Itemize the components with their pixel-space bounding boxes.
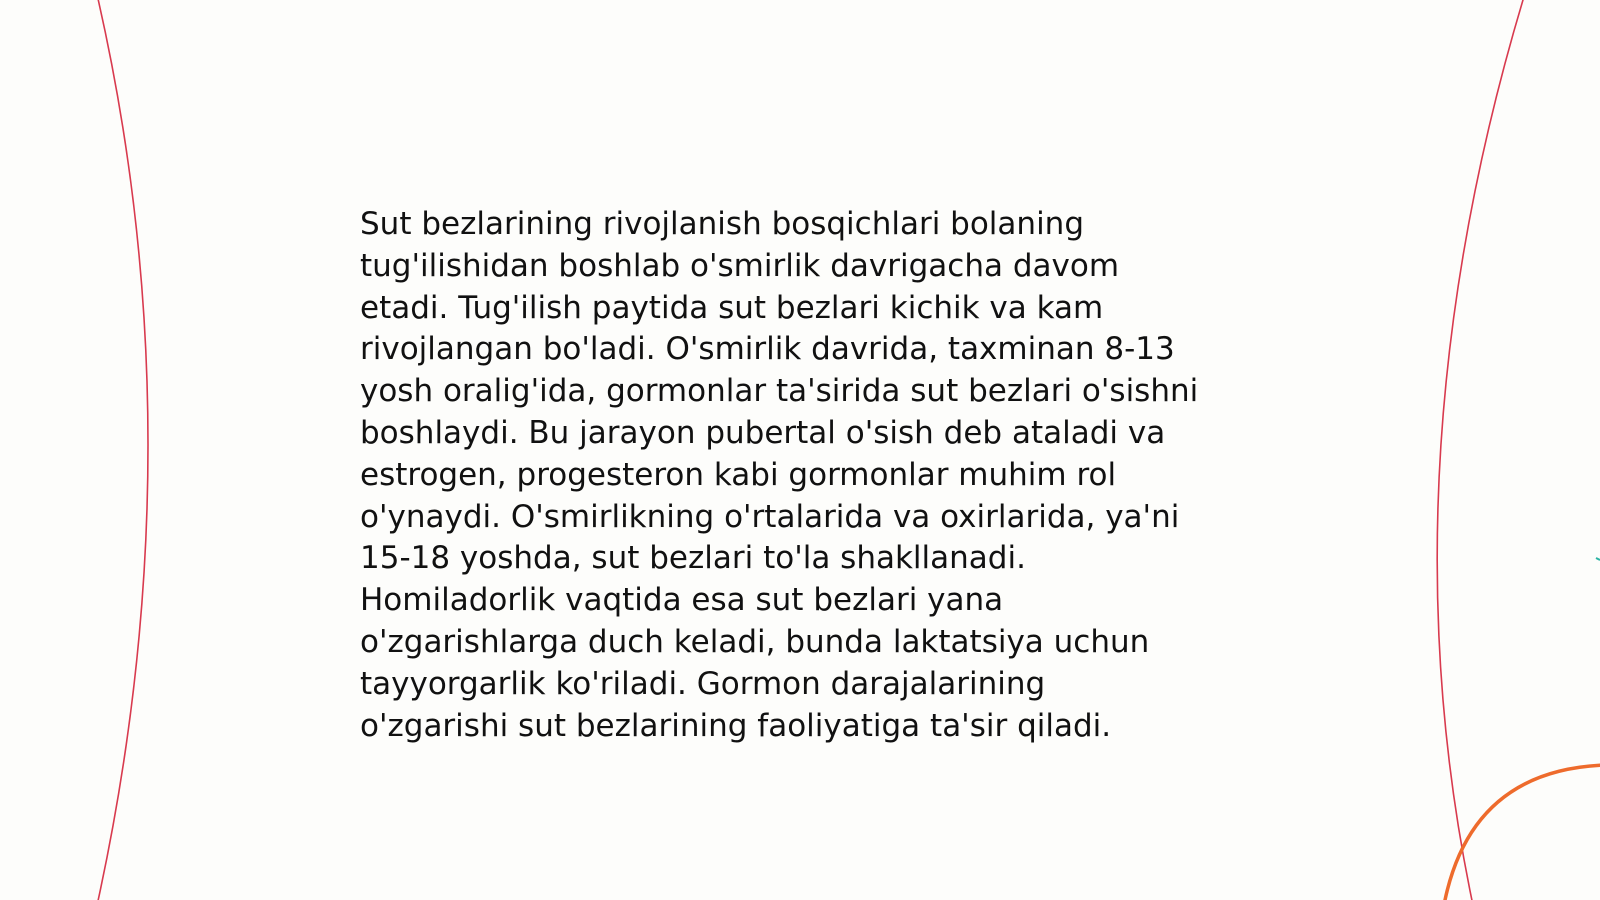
left-curve-line xyxy=(96,0,148,900)
paragraph-line: yosh oralig'ida, gormonlar ta'sirida sut bezlari o'sishni xyxy=(360,373,1199,410)
paragraph-line: o'zgarishi sut bezlarining faoliyatiga ta'sir qiladi. xyxy=(360,707,1112,744)
paragraph-line: o'zgarishlarga duch keladi, bunda laktatsiya uchun xyxy=(360,623,1150,660)
slide-paragraph xyxy=(360,204,1260,747)
paragraph-line: tug'ilishidan boshlab o'smirlik davrigacha davom xyxy=(360,247,1120,284)
paragraph-line: o'ynaydi. O'smirlikning o'rtalarida va oxirlarida, ya'ni xyxy=(360,498,1180,535)
paragraph-line: tayyorgarlik ko'riladi. Gormon darajalarining xyxy=(360,665,1046,702)
teal-accent-mark xyxy=(1596,558,1600,560)
paragraph-line: estrogen, progesteron kabi gormonlar muhim rol xyxy=(360,456,1117,493)
paragraph-line: 15-18 yoshda, sut bezlari to'la shakllanadi. xyxy=(360,540,1026,577)
paragraph-line: rivojlangan bo'ladi. O'smirlik davrida, taxminan 8-13 xyxy=(360,331,1175,368)
paragraph-line: Homiladorlik vaqtida esa sut bezlari yana xyxy=(360,582,1004,619)
right-curve-line xyxy=(1437,0,1526,900)
paragraph-line: Sut bezlarining rivojlanish bosqichlari bolaning xyxy=(360,206,1085,242)
paragraph-line: boshlaydi. Bu jarayon pubertal o'sish deb ataladi va xyxy=(360,414,1166,451)
paragraph-line: etadi. Tug'ilish paytida sut bezlari kichik va kam xyxy=(360,289,1104,326)
